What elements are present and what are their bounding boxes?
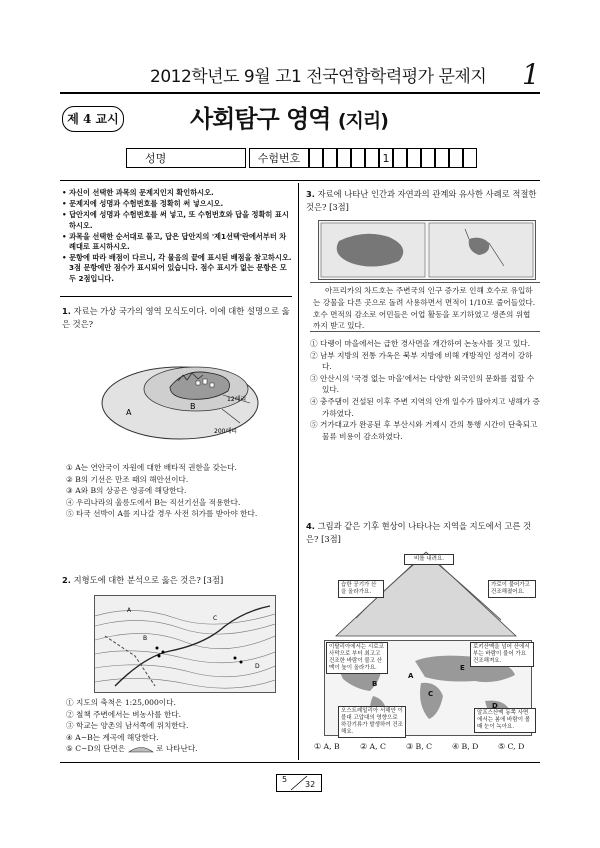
answer-choice[interactable]: ③ B, C xyxy=(406,742,433,751)
choice[interactable]: ② 철책 주변에서는 벼농사를 한다. xyxy=(66,709,182,719)
answer-choice[interactable]: ⑤ C, D xyxy=(498,742,525,751)
cross-section-icon xyxy=(128,745,154,753)
session-badge: 제 4 교시 xyxy=(62,106,124,132)
exam-title: 2012학년도 9월 고1 전국연합학력평가 문제지 xyxy=(150,67,487,87)
map-label-b: B xyxy=(372,680,378,688)
id-digit-box[interactable] xyxy=(463,148,477,168)
choice[interactable]: ② B의 기선은 만조 때의 해안선이다. xyxy=(66,474,189,484)
question-3-text: 자료에 나타난 인간과 자연과의 관계와 유사한 사례로 적절한 것은? [3점] xyxy=(306,189,537,212)
id-digit-box[interactable] xyxy=(435,148,449,168)
choice[interactable]: ① A는 연안국이 자원에 대한 배타적 권한을 갖는다. xyxy=(66,463,237,472)
question-4-number: 4. xyxy=(306,521,315,531)
lake-chad-maps xyxy=(318,220,536,280)
instructions-rule xyxy=(60,296,292,297)
column-divider xyxy=(298,183,299,760)
id-label: 수험번호 xyxy=(249,148,309,168)
id-digit-box[interactable] xyxy=(407,148,421,168)
instruction-item: • 문제지에 성명과 수험번호를 정확히 써 넣으시오. xyxy=(62,199,224,209)
id-digit-box[interactable] xyxy=(309,148,323,168)
subject-title xyxy=(190,99,388,134)
page-indicator xyxy=(276,774,322,792)
question-3-stem xyxy=(306,188,540,214)
question-4-stem xyxy=(306,520,540,546)
map-label-a: A xyxy=(408,672,414,680)
id-digit-box[interactable] xyxy=(351,148,365,168)
id-digit-box[interactable] xyxy=(393,148,407,168)
map-label-c: C xyxy=(428,690,434,698)
answer-choice[interactable]: ② A, C xyxy=(360,742,387,751)
svg-text:C: C xyxy=(213,615,218,622)
instruction-item: • 과목을 선택한 순서대로 풀고, 답은 답안지의 '제1선택'란에서부터 차례대로 표시하시오. xyxy=(62,231,287,252)
name-label: 성명 xyxy=(126,148,246,168)
question-1-number: 1. xyxy=(62,306,71,316)
label-a: A xyxy=(126,408,132,417)
label-200nm: 200해리 xyxy=(214,428,238,435)
territory-diagram xyxy=(100,343,270,453)
id-digit-box[interactable] xyxy=(449,148,463,168)
question-2-stem xyxy=(62,574,294,587)
lake-chad-maps-image xyxy=(319,221,535,279)
choice[interactable]: ④ 우리나라의 울릉도에서 B는 직선기선을 적용한다. xyxy=(66,497,241,507)
id-digit-fixed: 1 xyxy=(379,148,393,168)
choice[interactable]: ④ 충주댐이 건설된 이후 주변 지역의 안개 일수가 많아지고 냉해가 증가하였다. xyxy=(310,396,540,418)
callout-c1: 이탈리아에서는 시로코 사막으로 부터 최고고 건조한 바람이 불고 산맥이 높이 올라가요. xyxy=(326,642,388,674)
choice[interactable]: ④ A~B는 계곡에 해당한다. xyxy=(66,732,159,742)
choice[interactable]: ③ A와 B의 상공은 영공에 해당한다. xyxy=(66,486,187,496)
question-3-choices xyxy=(310,338,540,442)
callout-dry-air: 가로이 불어가고 건조해졌어요. xyxy=(488,580,536,598)
question-2-number: 2. xyxy=(62,575,71,585)
answer-choice[interactable]: ① A, B xyxy=(314,742,340,751)
choice[interactable]: ① 지도의 축척은 1:25,000이다. xyxy=(66,698,176,707)
choice[interactable]: ⑤ 타국 선박이 A를 지나갈 경우 사전 허가를 받아야 한다. xyxy=(66,509,258,519)
id-digit-box[interactable] xyxy=(421,148,435,168)
question-4-text: 그림과 같은 기후 현상이 나타나는 지역을 지도에서 고른 것은? [3점] xyxy=(306,521,532,544)
label-b: B xyxy=(190,402,196,411)
instruction-item: • 자신이 선택한 과목의 문제지인지 확인하시오. xyxy=(62,188,214,197)
choice[interactable] xyxy=(66,743,294,755)
choice[interactable]: ③ 학교는 양촌의 남서쪽에 위치한다. xyxy=(66,721,189,731)
building-icon xyxy=(210,383,214,387)
page-current: 5 xyxy=(282,775,288,784)
topographic-map-image xyxy=(95,596,275,692)
callout-c4: 알프스산맥 동쪽 사면에서는 봄에 바람이 볼 때 눈이 녹아요. xyxy=(474,708,536,733)
instruction-item: • 답안지에 성명과 수험번호를 써 넣고, 또 수험번호와 답을 정확히 표시하시오. xyxy=(62,210,289,230)
choice[interactable]: ③ 안산시의 '국경 없는 마을'에서는 다양한 외국인의 문화를 접할 수 있다. xyxy=(310,373,535,395)
callout-c2: 로키산맥을 넘어 산에서 부는 바람이 불어 가요 건조해져요. xyxy=(470,642,534,667)
svg-text:D: D xyxy=(255,663,260,670)
instruction-item: • 문항에 따라 배점이 다르니, 각 물음의 끝에 표시된 배점을 참고하시오. 3점 문항에만 점수가 표시되어 있습니다. 점수 표시가 없는 문항은 모두 2점입니다. xyxy=(62,253,292,283)
callout-rain: 비를 내려요. xyxy=(404,554,454,565)
question-3-passage: 아프리카의 차드호는 주변국의 인구 증가로 인해 호수로 유입하는 강물을 다른 곳으로 돌려 사용하면서 면적이 1/10로 줄어들었다. 호수 면적의 감소로 어민들은 어업 활동을 포기하였고 생존의 위협까지 받고 있다. xyxy=(310,282,540,332)
section-rule xyxy=(60,180,540,181)
choice[interactable]: ⑤ 거가대교가 완공된 후 부산시와 거제시 간의 통행 시간이 단축되고 물류 비용이 감소하였다. xyxy=(310,420,538,441)
page-total: 32 xyxy=(305,780,316,789)
id-digit-box[interactable] xyxy=(323,148,337,168)
map-label-e: E xyxy=(460,664,465,672)
id-digit-box[interactable] xyxy=(365,148,379,168)
label-12nm: 12해리 xyxy=(227,396,247,403)
answer-choice[interactable]: ④ B, D xyxy=(452,742,479,751)
choice-5-head: ⑤ C~D의 단면은 xyxy=(66,744,126,754)
building-icon xyxy=(196,381,200,385)
question-2-choices xyxy=(66,697,294,755)
svg-text:A: A xyxy=(127,607,132,614)
choice[interactable]: ① 다랭이 마을에서는 급한 경사면을 개간하여 논농사를 짓고 있다. xyxy=(310,339,531,348)
svg-text:B: B xyxy=(143,635,148,642)
subject-sub: (지리) xyxy=(337,110,388,132)
question-1-text: 자료는 가상 국가의 영역 모식도이다. 이에 대한 설명으로 옳은 것은? xyxy=(62,306,290,329)
choice[interactable]: ② 남부 지방의 전통 가옥은 북부 지방에 비해 개방적인 성격이 강하다. xyxy=(310,350,533,372)
callout-c3: 오스트레일리아 서해안 이블대 고압대의 영향으로 하강기류가 발생하여 건조해요. xyxy=(338,706,406,738)
topographic-map xyxy=(94,595,276,693)
choice-5-tail: 로 나타난다. xyxy=(156,744,198,754)
subject-main: 사회탐구 영역 xyxy=(190,105,331,133)
building-icon xyxy=(203,379,207,384)
footer-rule xyxy=(60,762,540,763)
page-number-display: 1 xyxy=(522,58,540,91)
instructions xyxy=(62,188,292,285)
map-label-d: D xyxy=(492,702,498,710)
question-1-stem xyxy=(62,305,294,331)
id-digit-box[interactable] xyxy=(337,148,351,168)
header-rule xyxy=(60,92,540,94)
question-2-text: 지형도에 대한 분석으로 옳은 것은? [3점] xyxy=(73,575,224,585)
question-3-number: 3. xyxy=(306,189,315,199)
question-1-choices xyxy=(66,462,294,520)
callout-wet-air: 습한 공기가 산을 올라가요. xyxy=(338,580,384,598)
